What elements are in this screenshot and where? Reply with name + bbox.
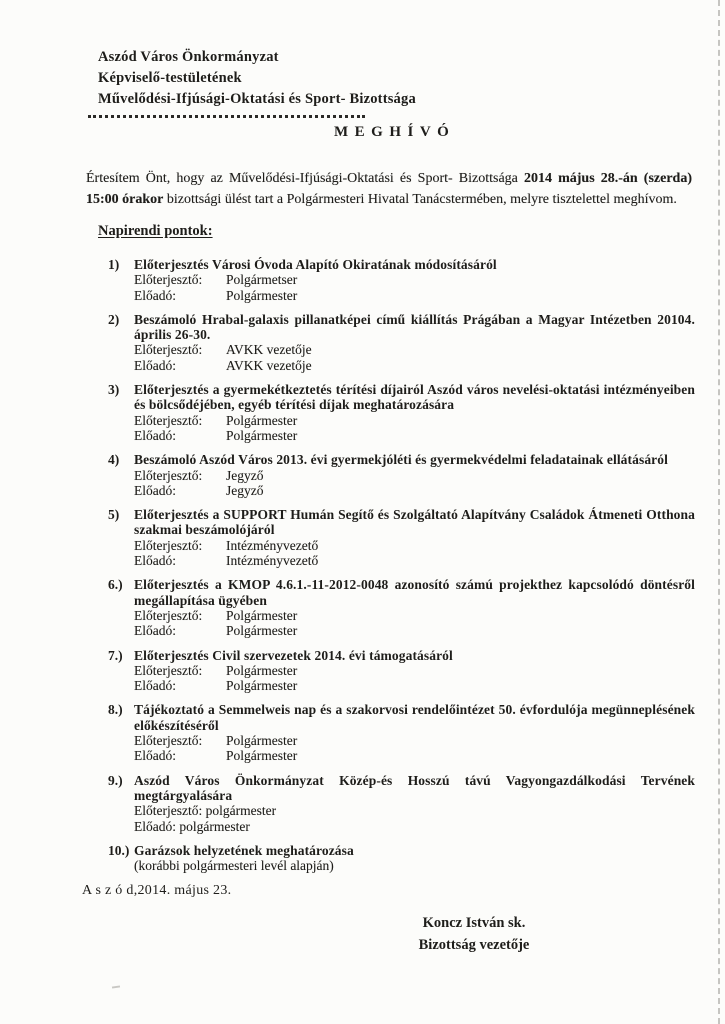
speaker-row: [134, 358, 695, 373]
dotted-separator: [88, 114, 365, 118]
agenda-item-body: [134, 452, 699, 498]
intro-text-end: bizottsági ülést tart a Polgármesteri Hivatal Tanácstermében, melyre tisztelettel meghívom.: [163, 192, 677, 207]
agenda-item-number: 2): [108, 311, 120, 327]
signature-role: Bizottság vezetője: [418, 937, 530, 954]
org-header-line-1: Aszód Város Önkormányzat: [98, 49, 279, 65]
presenter-row: [134, 663, 695, 678]
intro-date-time: 2014 május 28.-án (szerda) 15:00 órakor: [86, 171, 692, 207]
presenter-label: Előterjesztő:: [134, 467, 203, 483]
presenter-row: [134, 538, 695, 553]
agenda-item-number: 6.): [108, 577, 123, 593]
presenter-label: Előterjesztő:: [134, 607, 203, 623]
speaker-row: [134, 483, 695, 498]
org-header: [98, 47, 699, 110]
org-header-line-3: Művelődési-Ifjúsági-Oktatási és Sport- Bizottsága: [98, 91, 416, 107]
speaker-label: Előadó:: [134, 623, 176, 639]
speaker-label: Előadó:: [134, 482, 176, 498]
speaker-label: Előadó:: [134, 678, 176, 694]
agenda-heading: Napirendi pontok:: [98, 223, 213, 239]
presenter-row: [134, 413, 695, 428]
org-header-line-2: Képviselő-testületének: [98, 70, 242, 86]
speaker-value: AVKK vezetője: [226, 357, 312, 373]
date-line: A s z ó d,2014. május 23.: [82, 883, 232, 899]
speaker-row: [134, 678, 695, 693]
speaker-label: Előadó:: [134, 427, 176, 443]
presenter-label: Előterjesztő:: [134, 662, 203, 678]
presenter-value: Polgármester: [226, 412, 298, 428]
agenda-item-body: [134, 577, 699, 638]
agenda-item-5: [98, 507, 699, 568]
agenda-item-body: [134, 648, 699, 694]
presenter-row-inline: Előterjesztő: polgármester: [134, 803, 277, 819]
agenda-item-note: (korábbi polgármesteri levél alapján): [134, 858, 334, 874]
agenda-item-number: 5): [108, 507, 120, 523]
speaker-value: Polgármester: [226, 287, 298, 303]
speaker-label: Előadó:: [134, 553, 176, 569]
agenda-item-number: 10.): [108, 842, 130, 858]
agenda-item-10: [98, 843, 699, 874]
presenter-value: Polgármester: [226, 733, 298, 749]
speaker-label: Előadó:: [134, 287, 176, 303]
agenda-item-2: [98, 312, 699, 373]
speaker-value: Polgármester: [226, 748, 298, 764]
speaker-row: [134, 288, 695, 303]
presenter-row: [134, 733, 695, 748]
speaker-label: Előadó:: [134, 748, 176, 764]
agenda-item-title: Előterjesztés a gyermekétkeztetés térítési díjairól Aszód város nevelési-oktatási intézményeiben és bölcsődéjében, egyéb térítési díjak meghatározására: [134, 382, 695, 413]
agenda-item-body: [134, 257, 699, 303]
agenda-item-body: [134, 702, 699, 763]
agenda-item-body: [134, 773, 699, 834]
presenter-label: Előterjesztő:: [134, 733, 203, 749]
agenda-item-title: Aszód Város Önkormányzat Közép-és Hosszú távú Vagyongazdálkodási Tervének megtárgyalására: [134, 772, 695, 803]
agenda-item-8: [98, 702, 699, 763]
presenter-value: Polgármester: [226, 607, 298, 623]
presenter-value: Polgármetser: [226, 272, 298, 288]
presenter-label: Előterjesztő:: [134, 537, 203, 553]
document-title: MEGHÍVÓ: [334, 124, 456, 140]
intro-paragraph: [86, 168, 692, 210]
agenda-item-title: Előterjesztés a SUPPORT Humán Segítő és Szolgáltató Alapítvány Családok Átmeneti Otthona szakmai beszámolójáról: [134, 507, 695, 538]
agenda-item-title: Tájékoztató a Semmelweis nap és a szakorvosi rendelőintézet 50. évfordulója megünneplésének előkészítéséről: [134, 702, 695, 733]
presenter-label: Előterjesztő:: [134, 342, 203, 358]
presenter-value: Intézményvezető: [226, 537, 319, 553]
agenda-item-number: 4): [108, 452, 120, 468]
agenda-item-number: 8.): [108, 702, 123, 718]
presenter-value: Jegyző: [226, 467, 264, 483]
presenter-value: AVKK vezetője: [226, 342, 312, 358]
presenter-row: [134, 468, 695, 483]
speaker-row: [134, 553, 695, 568]
agenda-item-number: 3): [108, 382, 120, 398]
intro-text: Értesítem Önt, hogy az Művelődési-Ifjúsági-Oktatási és Sport- Bizottsága: [86, 171, 524, 186]
agenda-item-title: Előterjesztés Civil szervezetek 2014. évi támogatásáról: [134, 647, 453, 663]
agenda-item-title: Beszámoló Hrabal-galaxis pillanatképei című kiállítás Prágában a Magyar Intézetben 20104. április 26-30.: [134, 311, 695, 343]
speaker-row: [134, 623, 695, 638]
presenter-row: [134, 608, 695, 623]
agenda-item-title: Garázsok helyzetének meghatározása: [134, 842, 354, 858]
speaker-value: Polgármester: [226, 678, 298, 694]
presenter-value: Polgármester: [226, 662, 298, 678]
speaker-row: [134, 748, 695, 763]
agenda-item-body: [134, 843, 699, 874]
agenda-item-4: [98, 452, 699, 498]
presenter-row: [134, 342, 695, 357]
agenda-item-title: Előterjesztés Városi Óvoda Alapító Okiratának módosításáról: [134, 257, 497, 272]
speaker-value: Jegyző: [226, 482, 264, 498]
speaker-value: Intézményvezető: [226, 553, 319, 569]
agenda-item-body: [134, 312, 699, 373]
agenda-item-title: Beszámoló Aszód Város 2013. évi gyermekjóléti és gyermekvédelmi feladatainak ellátásáról: [134, 452, 668, 468]
signature-block: [360, 912, 588, 956]
agenda-item-title: Előterjesztés a KMOP 4.6.1.-11-2012-0048 azonosító számú projekthez kapcsolódó döntésről megállapítása ügyében: [134, 577, 695, 608]
speaker-value: Polgármester: [226, 427, 298, 443]
agenda-item-7: [98, 648, 699, 694]
agenda-list: [98, 257, 699, 873]
scan-speck-artifact: [112, 985, 120, 988]
agenda-item-3: [98, 382, 699, 443]
presenter-row: [134, 272, 695, 287]
agenda-item-6: [98, 577, 699, 638]
signature-name: Koncz István sk.: [422, 915, 526, 932]
agenda-item-number: 9.): [108, 772, 123, 788]
presenter-label: Előterjesztő:: [134, 412, 203, 428]
agenda-item-body: [134, 507, 699, 568]
agenda-item-body: [134, 382, 699, 443]
agenda-item-number: 7.): [108, 647, 123, 663]
agenda-item-9: [98, 773, 699, 834]
speaker-value: Polgármester: [226, 623, 298, 639]
agenda-item-1: [98, 257, 699, 303]
agenda-item-number: 1): [108, 257, 120, 272]
presenter-label: Előterjesztő:: [134, 272, 203, 288]
speaker-row-inline: Előadó: polgármester: [134, 818, 250, 834]
scan-edge-artifact: [718, 0, 720, 1024]
speaker-label: Előadó:: [134, 357, 176, 373]
speaker-row: [134, 428, 695, 443]
